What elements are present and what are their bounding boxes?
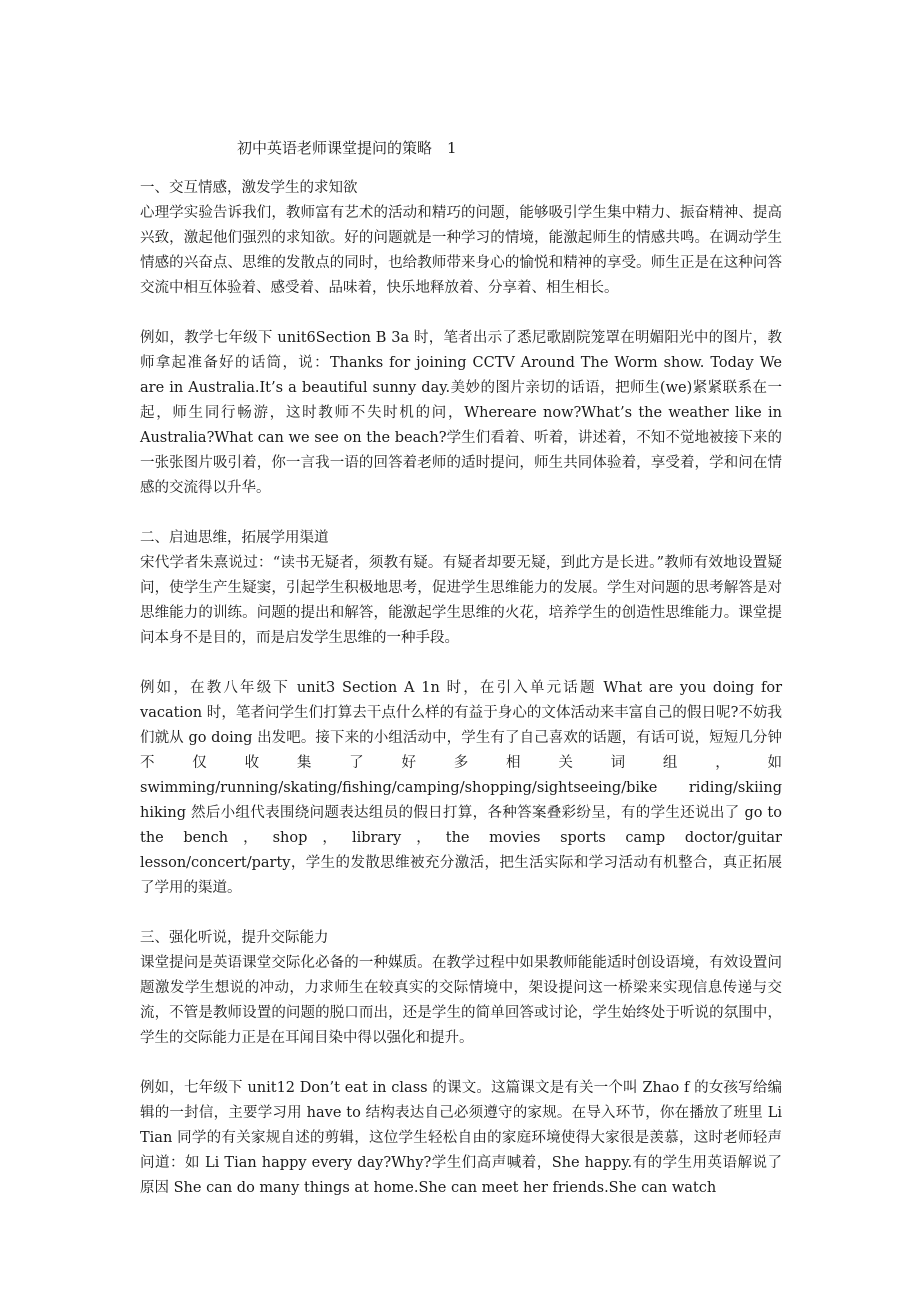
section-3-paragraph-1: 课堂提问是英语课堂交际化必备的一种媒质。在教学过程中如果教师能能适时创设语境，有效设置问题激发学生想说的冲动，力求师生在较真实的交际情境中，架设提问这一桥梁来实现信息传递与交流，不管是教师设置的问题的脱口而出，还是学生的简单回答或讨论，学生始终处于听说的氛围中，学生的交际能力正是在耳闻目染中得以强化和提升。	[140, 955, 782, 1046]
section-heading-3: 三、强化听说，提升交际能力	[140, 930, 329, 946]
document-title: 初中英语老师课堂提问的策略 1	[237, 139, 457, 157]
section-1-paragraph-2: 例如，教学七年级下 unit6Section B 3a 时，笔者出示了悉尼歌剧院笼罩在明媚阳光中的图片，教师拿起准备好的话筒，说：Thanks for joining CCTV Around The Worm show. Today We are in Australia.It’s a beautiful sunny day.美妙的图片亲切的话语，把师生(we)紧紧联系在一起，师生同行畅游，这时教师不失时机的问，Whereare now?What’s the weather like in Australia?What can we see on the beach?学生们看着、听着，讲述着，不知不觉地被接下来的一张张图片吸引着，你一言我一语的回答着老师的适时提问，师生共同体验着，享受着，学和问在情感的交流得以升华。	[140, 330, 782, 496]
section-2-paragraph-1: 宋代学者朱熹说过：“读书无疑者，须教有疑。有疑者却要无疑，到此方是长进。”教师有效地设置疑问，使学生产生疑窦，引起学生积极地思考，促进学生思维能力的发展。学生对问题的思考解答是对思维能力的训练。问题的提出和解答，能激起学生思维的火花，培养学生的创造性思维能力。课堂提问本身不是目的，而是启发学生思维的一种手段。	[140, 555, 782, 646]
section-1-paragraph-1: 心理学实验告诉我们，教师富有艺术的活动和精巧的问题，能够吸引学生集中精力、振奋精神、提高兴致，激起他们强烈的求知欲。好的问题就是一种学习的情境，能激起师生的情感共鸣。在调动学生情感的兴奋点、思维的发散点的同时，也给教师带来身心的愉悦和精神的享受。师生正是在这种问答交流中相互体验着、感受着、品味着，快乐地释放着、分享着、相生相长。	[140, 205, 782, 296]
section-heading-2: 二、启迪思维，拓展学用渠道	[140, 530, 329, 546]
section-3-paragraph-2: 例如，七年级下 unit12 Don’t eat in class 的课文。这篇课文是有关一个叫 Zhao f 的女孩写给编辑的一封信，主要学习用 have to 结构表达自己必须遵守的家规。在导入环节，你在播放了班里 Li Tian 同学的有关家规自述的剪辑，这位学生轻松自由的家庭环境使得大家很是羡慕，这时老师轻声问道：如 Li Tian happy every day?Why?学生们高声喊着，She happy.有的学生用英语解说了原因 She can do many things at home.She can meet her friends.She can watch	[140, 1080, 782, 1196]
document-page	[140, 134, 782, 1226]
section-2-paragraph-2: 例如，在教八年级下 unit3 Section A 1n 时，在引入单元话题 What are you doing for vacation 时，笔者问学生们打算去干点什么样的有益于身心的文体活动来丰富自己的假日呢?不妨我们就从 go doing 出发吧。接下来的小组活动中，学生有了自己喜欢的话题，有话可说，短短几分钟不仅收集了好多相关词组，如 swimming/running/skating/fishing/camping/shopping/sightseeing/bike riding/skiing hiking 然后小组代表围绕问题表达组员的假日打算，各种答案叠彩纷呈，有的学生还说出了 go to the bench，shop，library，the movies sports camp doctor/guitar lesson/concert/party，学生的发散思维被充分激活，把生活实际和学习活动有机整合，真正拓展了学用的渠道。	[140, 680, 782, 896]
section-heading-1: 一、交互情感，激发学生的求知欲	[140, 180, 358, 196]
